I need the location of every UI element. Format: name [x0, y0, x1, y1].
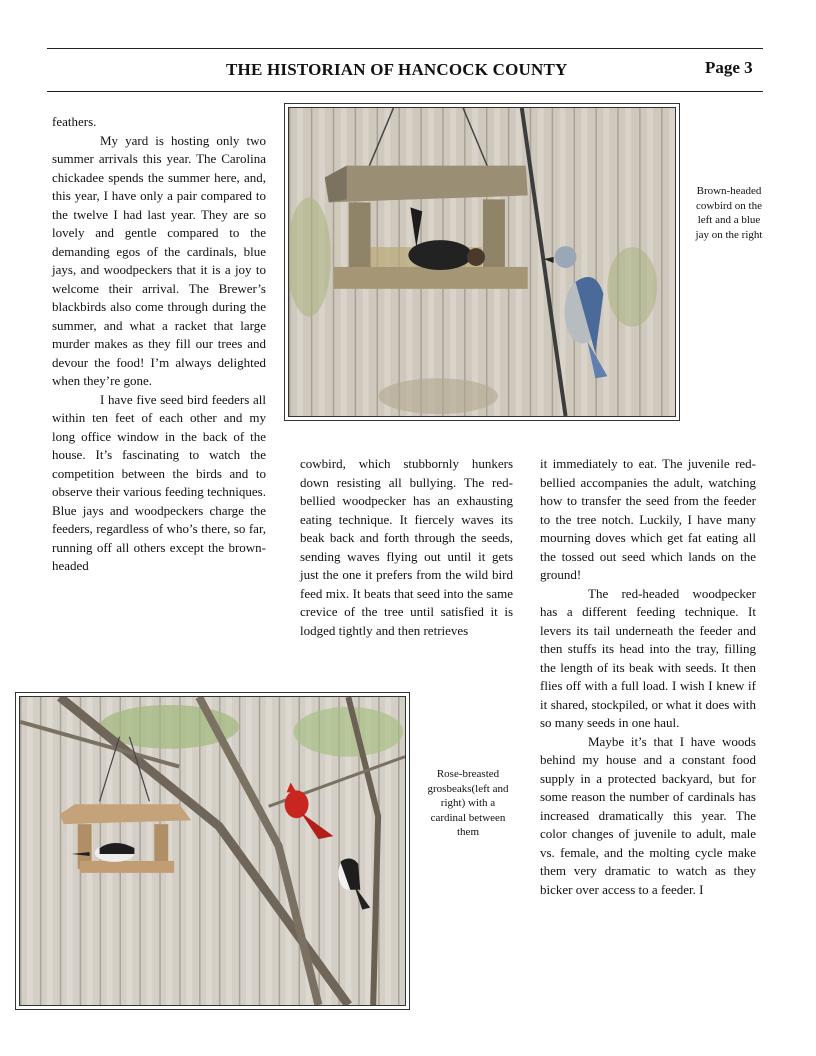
paragraph: cowbird, which stubbornly hunkers down resisting all bullying. The red-bellied woodpecker has an exhausting eating technique. It fiercely waves its beak back and forth through the seeds, sending waves flying out until it gets just the one it prefers from the wild bird feed mix. It beats that seed into the same crevice of the tree until satisfied it is lodged tightly and then retrieves	[300, 456, 513, 638]
header-rule-top	[47, 48, 763, 49]
photo-grosbeaks-cardinal	[15, 692, 410, 1010]
photo-caption-1: Brown-headed cowbird on the left and a blue jay on the right	[695, 185, 763, 241]
photo-image	[288, 107, 676, 417]
newsletter-title: THE HISTORIAN OF HANCOCK COUNTY	[226, 60, 568, 79]
photo-image	[19, 696, 406, 1006]
paragraph: feathers.	[52, 114, 97, 129]
feeder-photo-illustration	[20, 697, 405, 1005]
page-number: Page 3	[705, 58, 753, 77]
feeder-photo-illustration	[289, 108, 675, 416]
article-column-2	[300, 455, 513, 640]
paragraph: My yard is hosting only two summer arrivals this year. The Carolina chickadee spends the summer here, and, this year, I have only a pair compared to the twelve I had last year. They are so lovely and gentle compared to the demanding egos of the cardinals, blue jays, and woodpeckers that it is a joy to welcome their arrival. The Brewer’s blackbirds also come through during the summer, and what a racket that large murder makes as they fill our trees and devour the food! I’m always delighted when they’re gone.	[52, 132, 266, 388]
photo-caption-2: Rose-breasted grosbeaks(left and right) with a cardinal between them	[427, 768, 509, 838]
article-column-3	[540, 455, 756, 899]
article-column-1	[52, 113, 266, 576]
paragraph: I have five seed bird feeders all within ten feet of each other and my long office window in the back of the house. It’s fascinating to watch the competition between the birds and to observe their various feeding techniques. Blue jays and woodpeckers charge the feeders, regardless of who’s there, so far, running off all others except the brown-headed	[52, 391, 266, 573]
paragraph: Maybe it’s that I have woods behind my house and a constant food supply in a protected backyard, but for some reason the number of cardinals has increased dramatically this year. The color changes of juvenile to adult, male vs. female, and the molting cycle make them very dramatic to watch as they bicker over access to a feeder. I	[540, 733, 756, 897]
photo-cowbird-bluejay	[284, 103, 680, 421]
paragraph: The red-headed woodpecker has a different feeding technique. It levers its tail underneath the feeder and then stuffs its head into the tray, filling the length of its beak with seeds. It then flies off with a full load. I wish I knew if it shared, stockpiled, or what it does with so many seeds in one haul.	[540, 585, 756, 730]
paragraph: it immediately to eat. The juvenile red-bellied accompanies the adult, watching how to transfer the seed from the feeder to the tree notch. Luckily, I have many mourning doves which get fat eating all the tossed out seed which lands on the ground!	[540, 456, 756, 582]
header-rule-bottom	[47, 91, 763, 92]
